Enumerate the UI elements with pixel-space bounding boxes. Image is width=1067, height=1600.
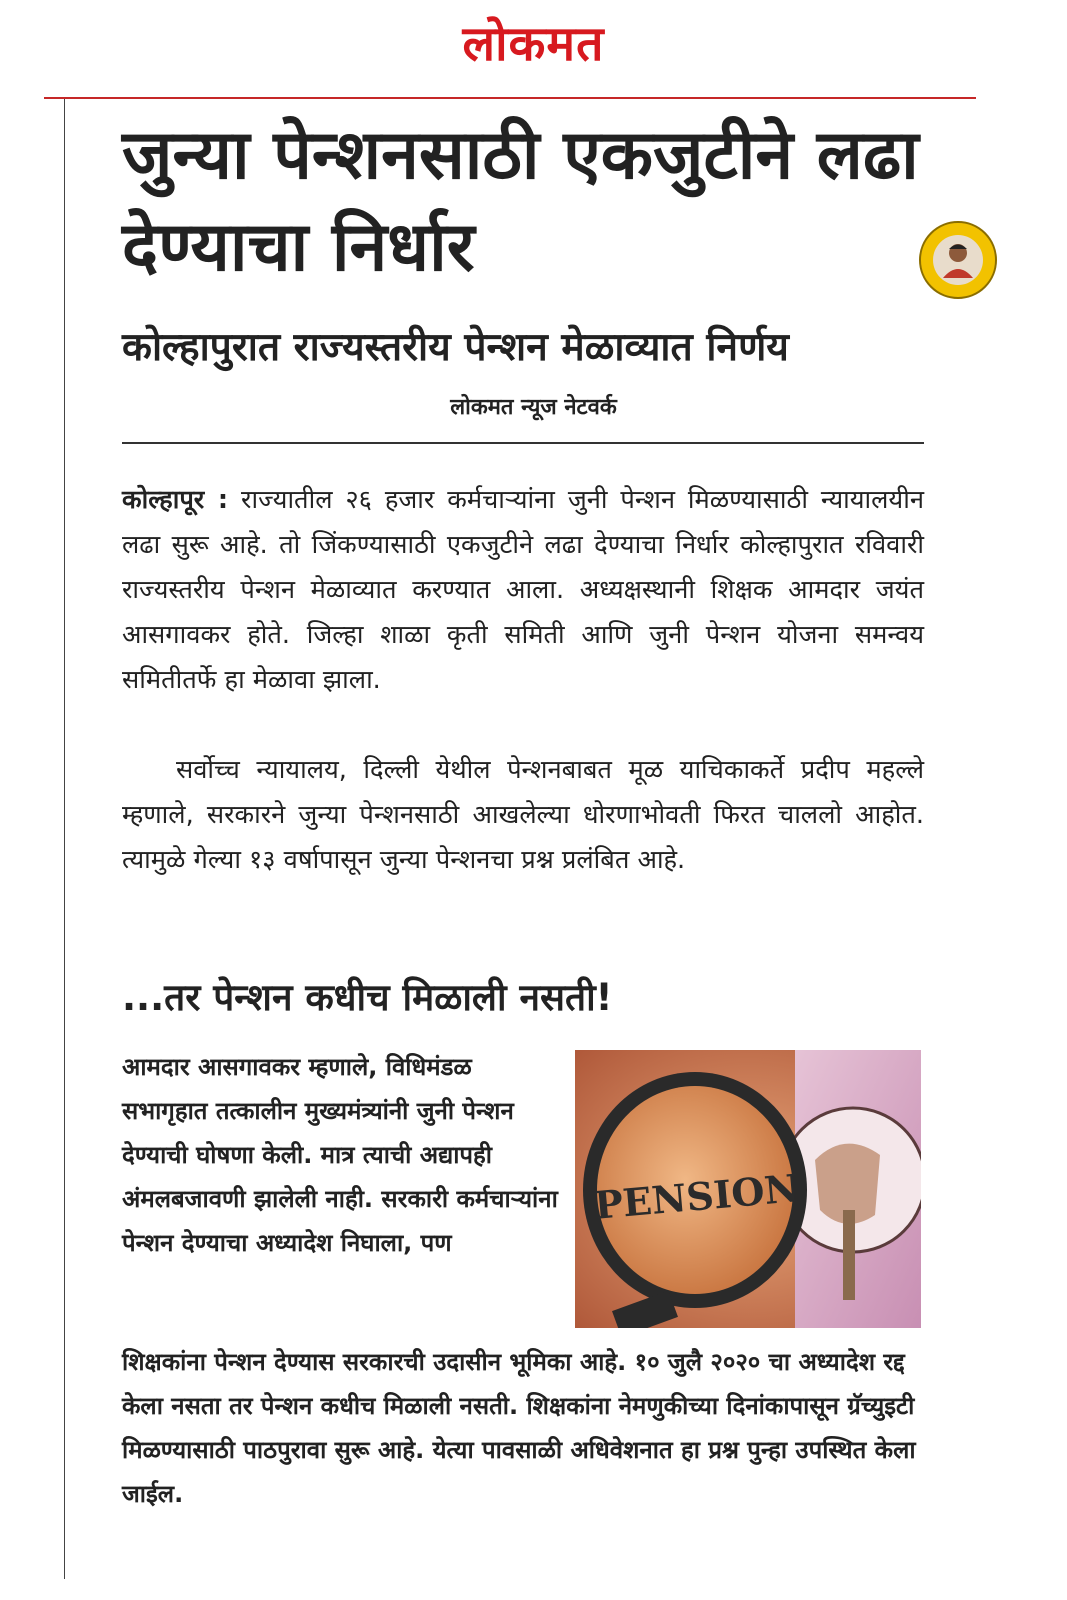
masthead-rule xyxy=(44,97,976,99)
column-divider xyxy=(64,99,65,1579)
photo-bag-text: PENSION xyxy=(592,1165,801,1228)
dateline: कोल्हापूर : xyxy=(122,485,229,515)
paragraph-3: आमदार आसगावकर म्हणाले, विधिमंडळ सभागृहात तत्कालीन मुख्यमंत्र्यांनी जुनी पेन्शन देण्याची घोषणा केली. मात्र त्याची अद्यापही अंमलबजावणी झालेली नाही. सरकारी कर्मचाऱ्यांना पेन्शन देण्याचा अध्यादेश निघाला, पण xyxy=(122,1053,558,1257)
byline-rule xyxy=(122,442,924,444)
pension-photo xyxy=(575,1050,921,1328)
article-headline: जुन्या पेन्शनसाठी एकजुटीने लढा देण्याचा निर्धार xyxy=(122,116,919,287)
paragraph-1 xyxy=(122,478,924,703)
article-byline: लोकमत न्यूज नेटवर्क xyxy=(450,395,617,420)
paragraph-1-text: राज्यातील २६ हजार कर्मचाऱ्यांना जुनी पेन्शन मिळण्यासाठी न्यायालयीन लढा सुरू आहे. तो जिंकण्यासाठी एकजुटीने लढा देण्याचा निर्धार कोल्हापुरात रविवारी राज्यस्तरीय पेन्शन मेळाव्यात करण्यात आला. अध्यक्षस्थानी शिक्षक आमदार जयंत आसगावकर होते. जिल्हा शाळा कृती समिती आणि जुनी पेन्शन योजना समन्वय समितीतर्फे हा मेळावा झाला. xyxy=(122,485,924,695)
article-subheadline: कोल्हापुरात राज्यस्तरीय पेन्शन मेळाव्यात निर्णय xyxy=(122,325,789,370)
paragraph-2: सर्वोच्च न्यायालय, दिल्ली येथील पेन्शनबाबत मूळ याचिकाकर्ते प्रदीप महल्ले म्हणाले, सरकारने जुन्या पेन्शनसाठी आखलेल्या धोरणाभोवती फिरत चाललो आहोत. त्यामुळे गेल्या १३ वर्षापासून जुन्या पेन्शनचा प्रश्न प्रलंबित आहे. xyxy=(122,755,924,875)
crosshead: ...तर पेन्शन कधीच मिळाली नसती! xyxy=(122,976,613,1019)
paragraph-4: शिक्षकांना पेन्शन देण्यास सरकारची उदासीन भूमिका आहे. १० जुलै २०२० चा अध्यादेश रद्द केला नसता तर पेन्शन कधीच मिळाली नसती. शिक्षकांना नेमणुकीच्या दिनांकापासून ग्रॅच्युइटी मिळण्यासाठी पाठपुरावा सुरू आहे. येत्या पावसाळी अधिवेशनात हा प्रश्न पुन्हा उपस्थित केला जाईल. xyxy=(122,1348,916,1508)
author-badge-icon xyxy=(918,220,998,300)
newspaper-masthead: लोकमत xyxy=(462,16,605,72)
